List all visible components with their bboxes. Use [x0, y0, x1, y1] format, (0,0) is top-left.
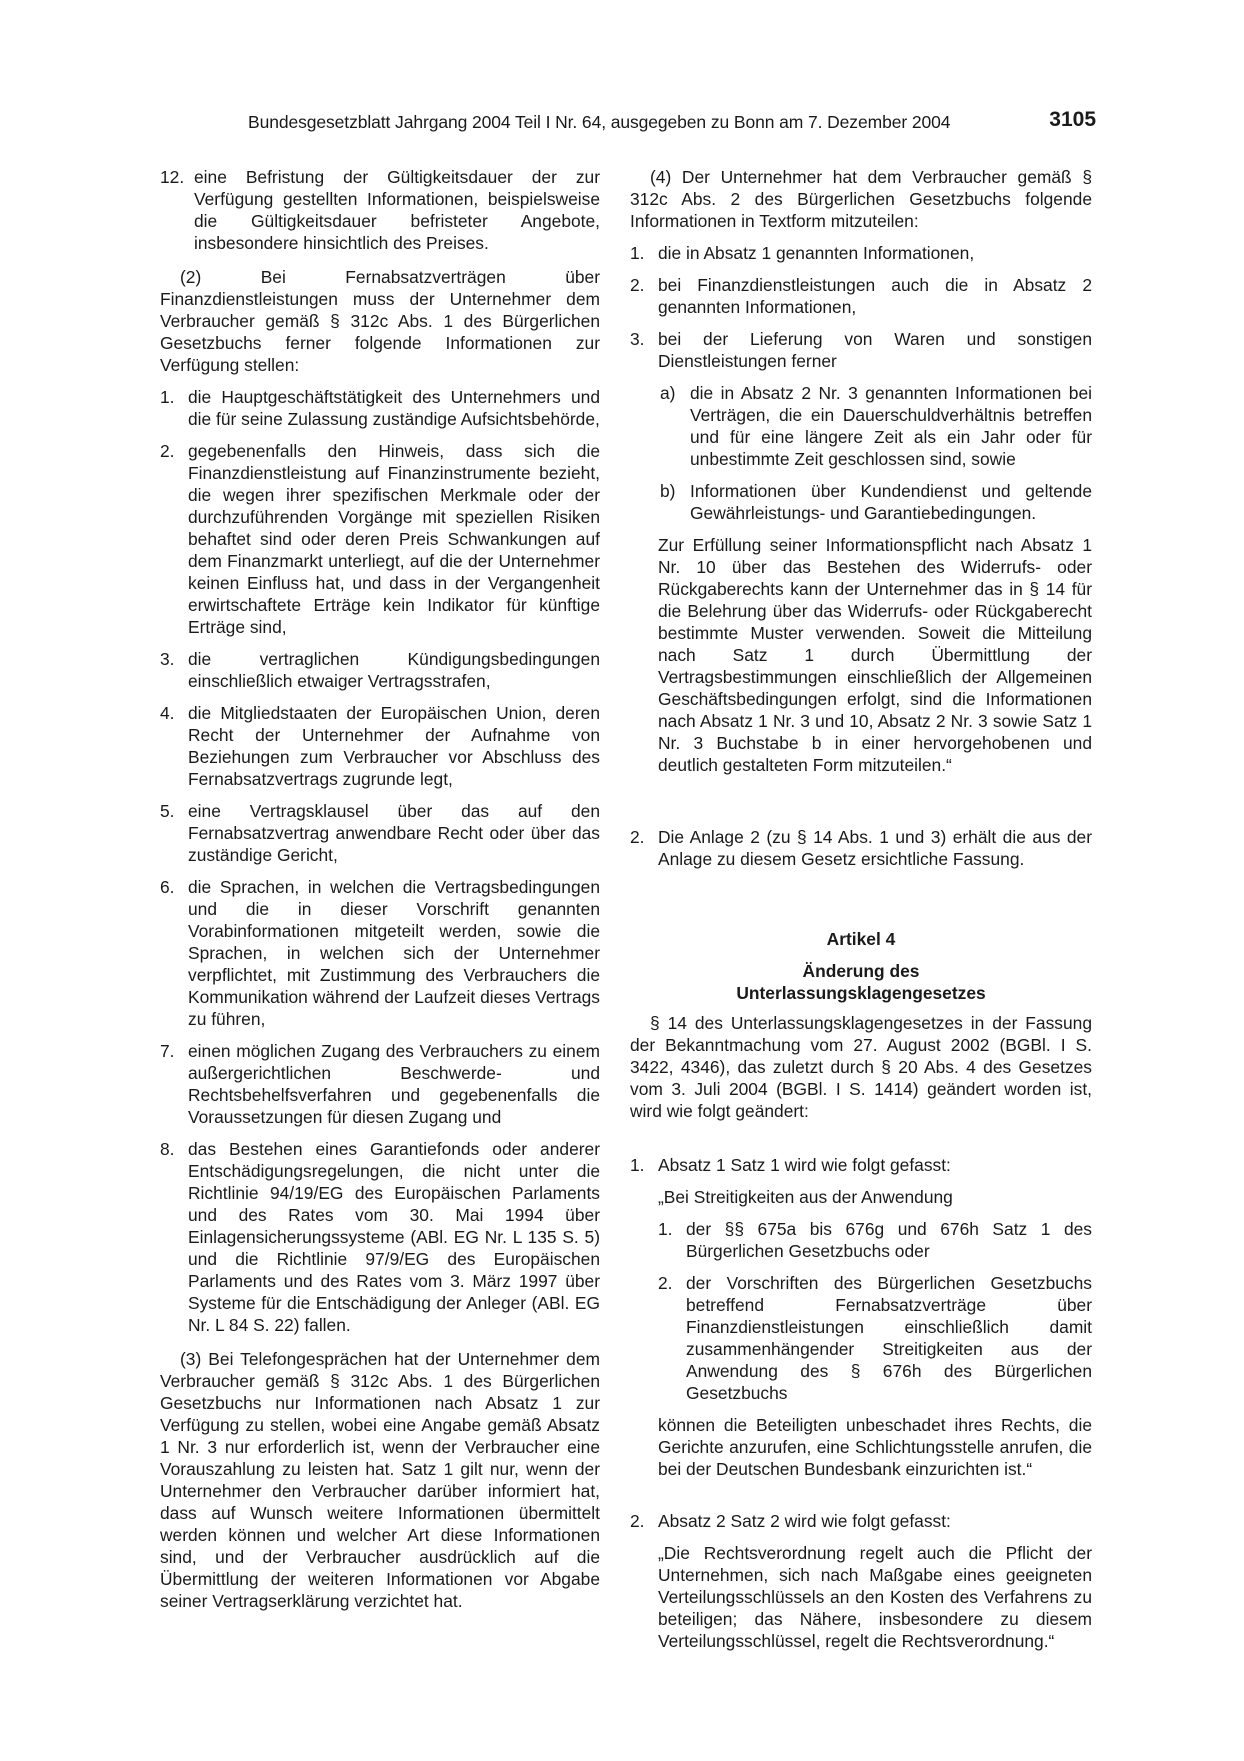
sub-list-item-text: die in Absatz 2 Nr. 3 genannten Informationen bei Verträgen, die ein Dauerschuldverhältnis betreffen und für eine längere Zeit als ein Jahr oder für unbestimmte Zeit geschlossen sind, sowie — [690, 383, 1092, 469]
list-item-text: die Hauptgeschäftstätigkeit des Unternehmers und die für seine Zulassung zuständige Aufsichtsbehörde, — [188, 387, 600, 429]
list-item — [160, 1138, 600, 1336]
list-item-text: bei der Lieferung von Waren und sonstigen Dienstleistungen ferner — [658, 329, 1092, 371]
article-intro: § 14 des Unterlassungsklagengesetzes in der Fassung der Bekanntmachung vom 27. August 2002 (BGBl. I S. 3422, 4346), das zuletzt durch § 20 Abs. 4 des Gesetzes vom 3. Juli 2004 (BGBl. I S. 1414) geändert worden ist, wird wie folgt geändert: — [630, 1013, 1092, 1121]
list-item-text: bei Finanzdienstleistungen auch die in Absatz 2 genannten Informationen, — [658, 275, 1092, 317]
list-item — [160, 440, 600, 638]
list-item-number: 1. — [630, 243, 645, 263]
page-header — [0, 108, 1244, 138]
list-item-number: 2. — [658, 1273, 673, 1293]
list-item-text: der §§ 675a bis 676g und 676h Satz 1 des Bürgerlichen Gesetzbuchs oder — [686, 1219, 1092, 1261]
change-item-2 — [630, 1510, 1092, 1532]
list-item-text: der Vorschriften des Bürgerlichen Gesetzbuchs betreffend Fernabsatzverträge über Finanzdienstleistungen einschließlich damit zusammenhängender Streitigkeiten aus der Anwendung des § 676h des Bürgerlichen Gesetzbuchs — [686, 1273, 1092, 1403]
list-item-text: gegebenenfalls den Hinweis, dass sich die Finanzdienstleistung auf Finanzinstrumente bezieht, die wegen ihrer spezifischen Merkmale oder der durchzuführenden Vorgänge mit speziellen Risiken behaftet sind oder deren Preis Schwankungen auf dem Finanzmarkt unterliegt, auf die der Unternehmer keinen Einfluss hat, und dass in der Vergangenheit erwirtschaftete Erträge kein Indikator für künftige Erträge sind, — [188, 441, 600, 637]
right-column — [630, 166, 1092, 1652]
sub-list-item-text: Informationen über Kundendienst und geltende Gewährleistungs- und Garantiebedingungen. — [690, 481, 1092, 523]
list-item — [160, 1040, 600, 1128]
list-item-number: 1. — [160, 387, 175, 407]
list-item-number: 2. — [630, 827, 645, 847]
list-item-number: 3. — [160, 649, 175, 669]
list-item — [160, 386, 600, 430]
list-item-number: 1. — [630, 1155, 645, 1175]
page-number: 3105 — [1049, 108, 1096, 131]
list-item-number: 12. — [160, 167, 185, 187]
change-item-1 — [630, 1154, 1092, 1176]
list-item-text: eine Vertragsklausel über das auf den Fernabsatzvertrag anwendbare Recht oder über das zuständige Gericht, — [188, 801, 600, 865]
article-title-line-1: Änderung des — [802, 961, 920, 981]
list-item-text: Absatz 2 Satz 2 wird wie folgt gefasst: — [658, 1511, 951, 1531]
paragraph-4: (4) Der Unternehmer hat dem Verbraucher gemäß § 312c Abs. 2 des Bürgerlichen Gesetzbuchs folgende Informationen in Textform mitzuteilen: — [630, 167, 1092, 231]
list-item-number: 2. — [630, 1511, 645, 1531]
list-item-text: die Mitgliedstaaten der Europäischen Union, deren Recht der Unternehmer der Aufnahme von Beziehungen zum Verbraucher vor Abschluss des Fernabsatzvertrags zugrunde legt, — [188, 703, 600, 789]
sub-list-item — [630, 480, 1092, 524]
sub-list-item-letter: b) — [660, 481, 676, 501]
list-item-text: die vertraglichen Kündigungsbedingungen einschließlich etwaiger Vertragsstrafen, — [188, 649, 600, 691]
list-item — [160, 702, 600, 790]
quote-change-2: „Die Rechtsverordnung regelt auch die Pflicht der Unternehmen, sich nach Maßgabe eines geeigneten Verteilungsschlüssels an den Kosten des Verfahrens zu beteiligen; das Nähere, insbesondere zu diesem Verteilungsschlüssel, regelt die Rechtsverordnung.“ — [658, 1543, 1092, 1651]
quote-start: „Bei Streitigkeiten aus der Anwendung — [658, 1187, 953, 1207]
paragraph-3: (3) Bei Telefongesprächen hat der Unternehmer dem Verbraucher gemäß § 312c Abs. 1 des Bürgerlichen Gesetzbuchs nur Informationen nach Absatz 1 zur Verfügung zu stellen, wobei eine Angabe gemäß Absatz 1 Nr. 3 nur erforderlich ist, wenn der Verbraucher eine Vorauszahlung zu leisten hat. Satz 1 gilt nur, wenn der Unternehmer den Verbraucher darüber informiert hat, dass auf Wunsch weitere Informationen übermittelt werden können und welcher Art diese Informationen sind, und der Verbraucher ausdrücklich auf die Übermittlung der weiteren Informationen vor Abgabe seiner Vertragserklärung verzichtet hat. — [160, 1349, 600, 1611]
list-item-number: 3. — [630, 329, 645, 349]
list-item — [160, 800, 600, 866]
quoted-list-item — [630, 1272, 1092, 1404]
list-item-text: Die Anlage 2 (zu § 14 Abs. 1 und 3) erhält die aus der Anlage zu diesem Gesetz ersichtliche Fassung. — [658, 827, 1092, 869]
quoted-list-item — [630, 1218, 1092, 1262]
header-title: Bundesgesetzblatt Jahrgang 2004 Teil I Nr. 64, ausgegeben zu Bonn am 7. Dezember 2004 — [248, 112, 951, 132]
sub-list-item — [630, 382, 1092, 470]
list-item — [630, 242, 1092, 264]
list-item-text: die Sprachen, in welchen die Vertragsbedingungen und die in dieser Vorschrift genannten Vorabinformationen mitgeteilt werden, sowie die Sprachen, in welchen sich der Unternehmer verpflichtet, mit Zustimmung des Verbrauchers die Kommunikation während der Laufzeit dieses Vertrags zu führen, — [188, 877, 600, 1029]
paragraph-2: (2) Bei Fernabsatzverträgen über Finanzdienstleistungen muss der Unternehmer dem Verbraucher gemäß § 312c Abs. 1 des Bürgerlichen Gesetzbuchs ferner folgende Informationen zur Verfügung stellen: — [160, 267, 600, 375]
list-item-text: eine Befristung der Gültigkeitsdauer der zur Verfügung gestellten Informationen, beispielsweise die Gültigkeitsdauer befristeter Angebote, insbesondere hinsichtlich des Preises. — [194, 167, 600, 253]
list-item-number: 7. — [160, 1041, 175, 1061]
article-title-line-2: Unterlassungsklagengesetzes — [736, 983, 986, 1003]
list-item — [630, 328, 1092, 372]
list-item — [160, 648, 600, 692]
article-heading: Artikel 4 — [826, 929, 896, 949]
amendment-item-2 — [630, 826, 1092, 870]
list-item-number: 2. — [630, 275, 645, 295]
list-item-number: 1. — [658, 1219, 673, 1239]
list-item — [630, 274, 1092, 318]
list-item-text: die in Absatz 1 genannten Informationen, — [658, 243, 975, 263]
closing-paragraph: Zur Erfüllung seiner Informationspflicht nach Absatz 1 Nr. 10 über das Bestehen des Widerrufs- oder Rückgaberechts kann der Unternehmer das in § 14 für die Belehrung über das Widerrufs- oder Rückgaberecht bestimmte Muster verwenden. Soweit die Mitteilung nach Satz 1 durch Übermittlung der Vertragsbestimmungen einschließlich der Allgemeinen Geschäftsbedingungen erfolgt, sind die Informationen nach Absatz 1 Nr. 3 und 10, Absatz 2 Nr. 3 sowie Satz 1 Nr. 3 Buchstabe b in einer hervorgehobenen und deutlich gestalteten Form mitzuteilen.“ — [658, 535, 1092, 775]
list-item-number: 2. — [160, 441, 175, 461]
list-item-text: das Bestehen eines Garantiefonds oder anderer Entschädigungsregelungen, die nicht unter die Richtlinie 94/19/EG des Europäischen Parlaments und des Rates vom 30. Mai 1994 über Einlagensicherungssysteme (ABl. EG Nr. L 135 S. 5) und die Richtlinie 97/9/EG des Europäischen Parlaments und des Rates vom 3. März 1997 über Systeme für die Entschädigung der Anleger (ABl. EG Nr. L 84 S. 22) fallen. — [188, 1139, 600, 1335]
list-item-text: einen möglichen Zugang des Verbrauchers zu einem außergerichtlichen Beschwerde- und Rechtsbehelfsverfahren und gegebenenfalls die Voraussetzungen für diesen Zugang und — [188, 1041, 600, 1127]
quote-end: können die Beteiligten unbeschadet ihres Rechts, die Gerichte anzurufen, eine Schlichtungsstelle anrufen, die bei der Deutschen Bundesbank einzurichten ist.“ — [658, 1415, 1092, 1479]
left-column — [160, 166, 600, 1612]
list-item — [160, 876, 600, 1030]
list-item-text: Absatz 1 Satz 1 wird wie folgt gefasst: — [658, 1155, 951, 1175]
list-item-12 — [160, 166, 600, 254]
sub-list-item-letter: a) — [660, 383, 676, 403]
list-item-number: 6. — [160, 877, 175, 897]
list-item-number: 4. — [160, 703, 175, 723]
list-item-number: 8. — [160, 1139, 175, 1159]
list-item-number: 5. — [160, 801, 175, 821]
